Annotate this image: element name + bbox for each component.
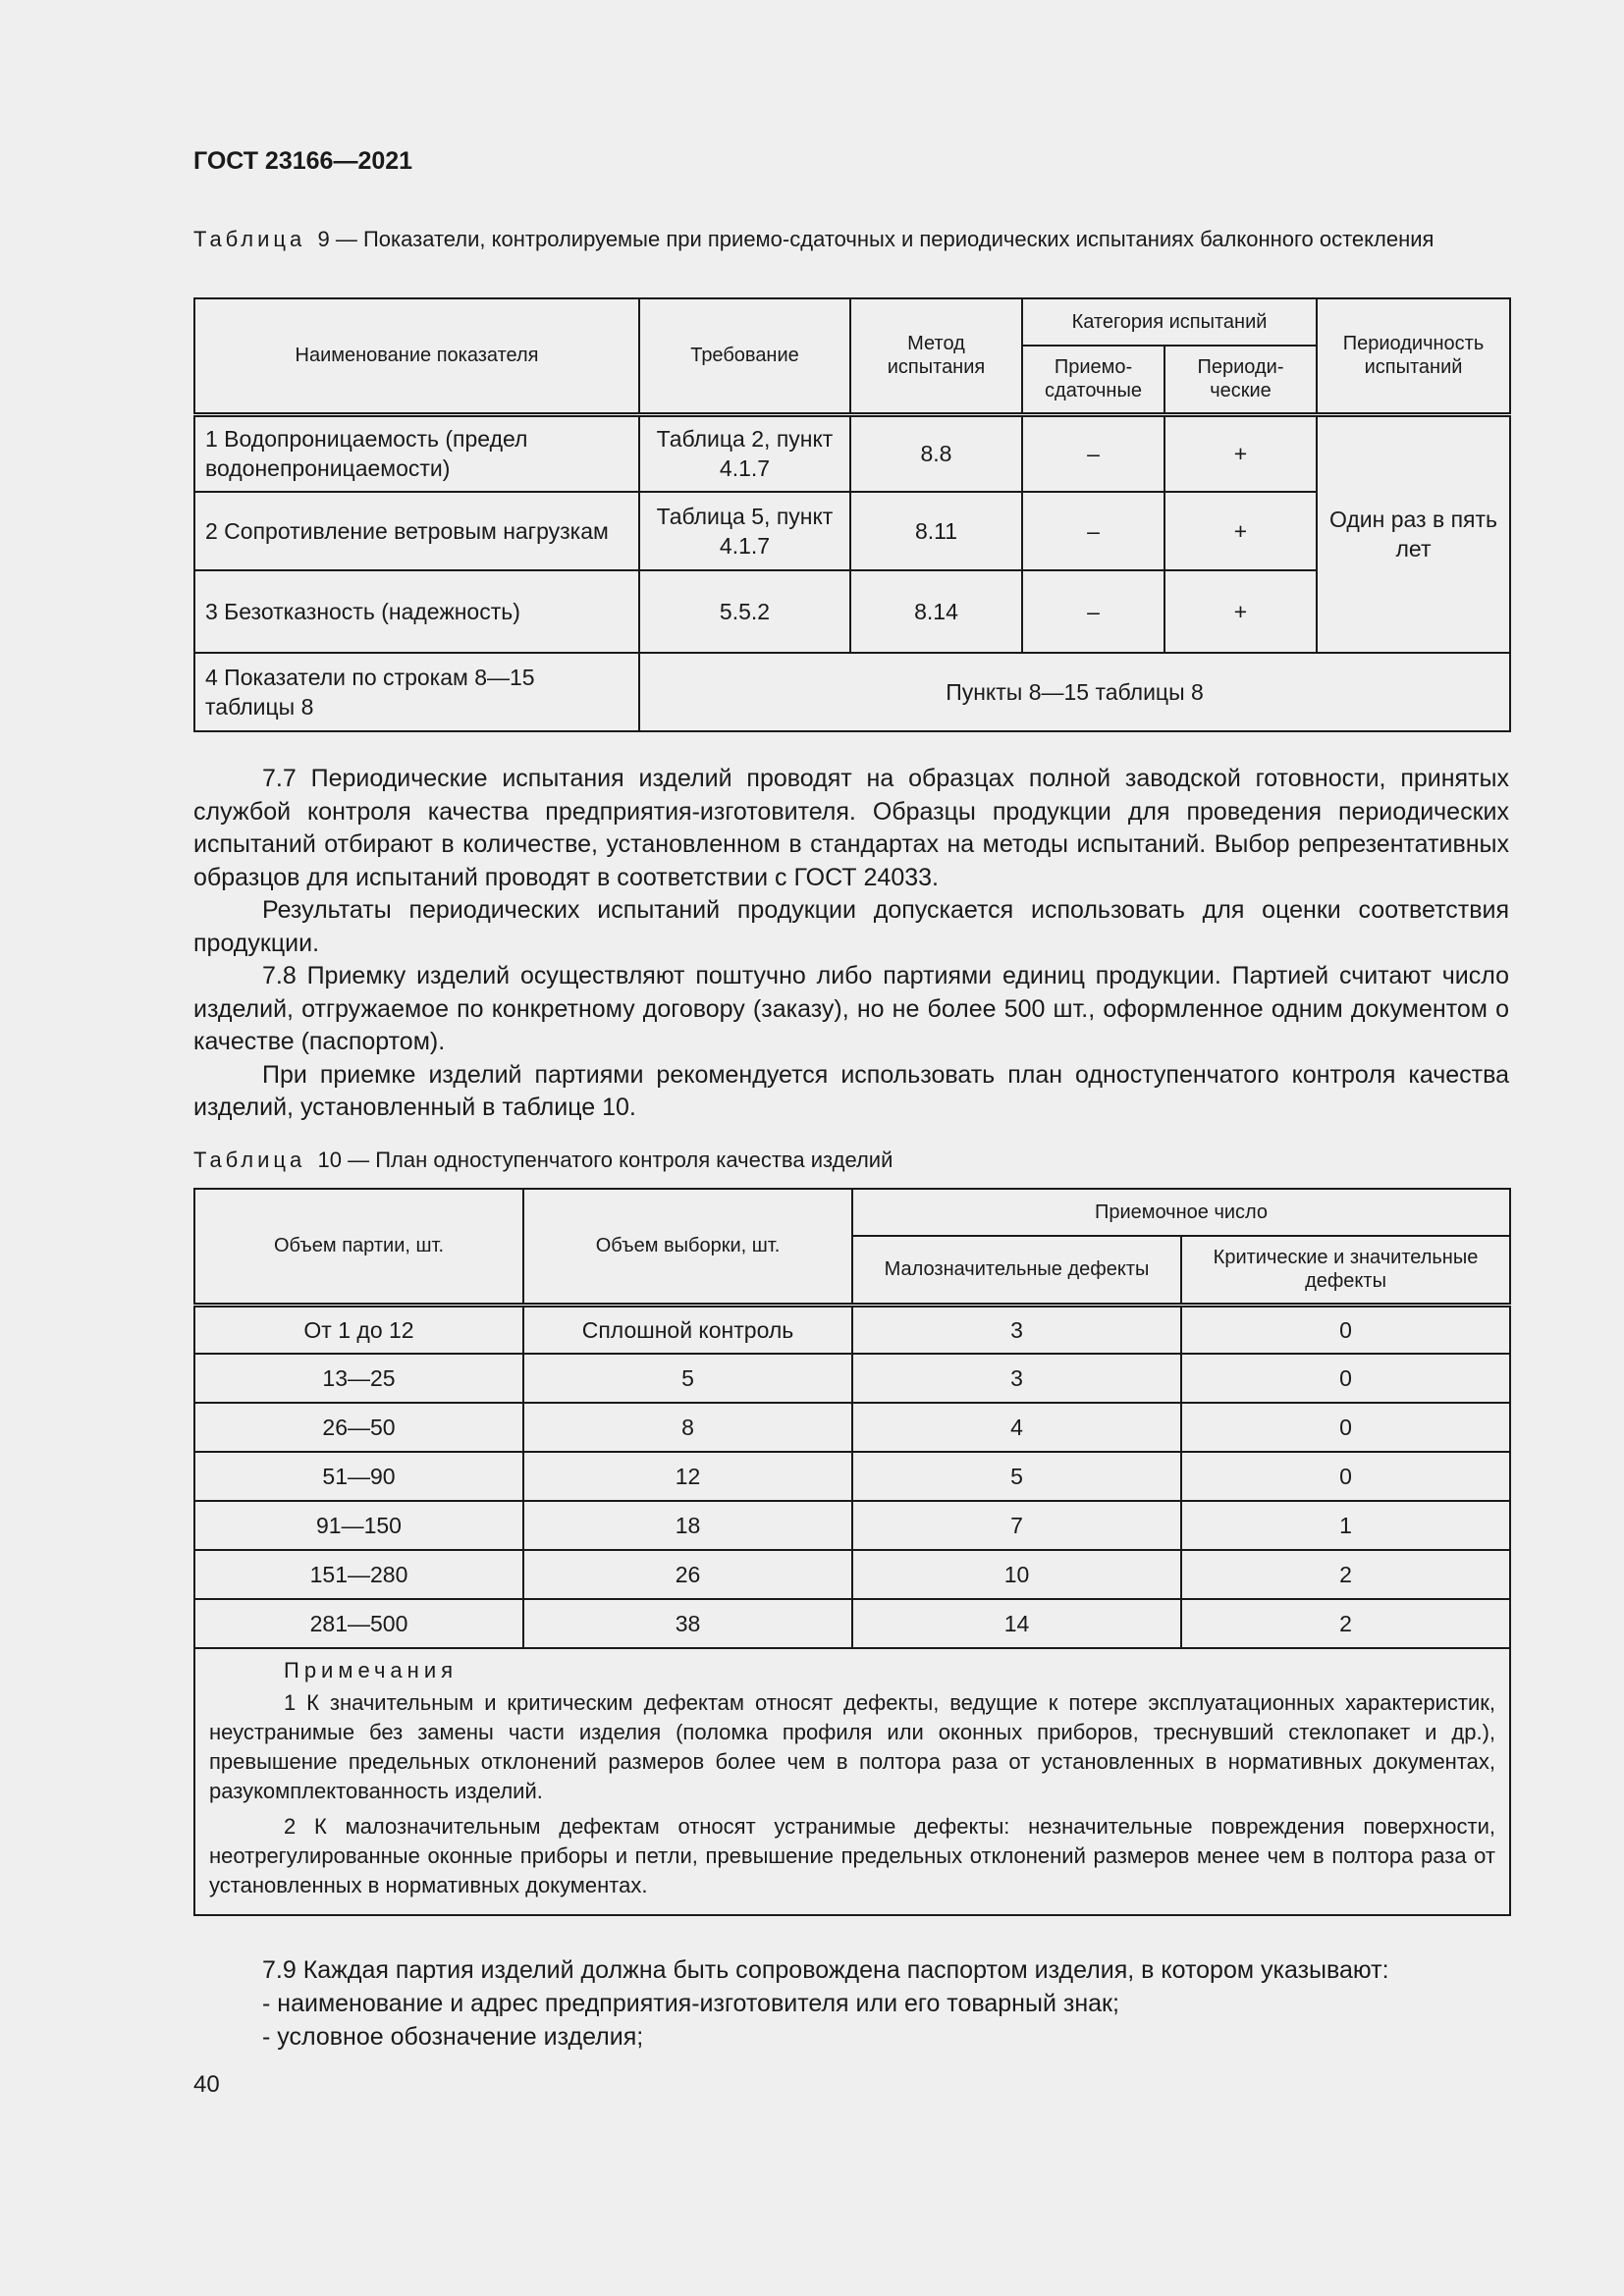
note-item: 2 К малозначительным дефектам относят устранимые дефекты: незначительные повреждения поверхности, неотрегулированные оконные приборы и петли, превышение предельных отклонений размеров менее чем в полтора раза от установленных в нормативных документах. bbox=[209, 1814, 1496, 1897]
document-header: ГОСТ 23166—2021 bbox=[193, 147, 413, 175]
paragraph: 7.7 Периодические испытания изделий проводят на образцах полной заводской готовности, принятых службой контроля качества предприятия-изготовителя. Образцы продукции для проведения периодических испытаний отбирают в количестве, установленном в стандартах на методы испытаний. Выбор репрезентативных образцов для испытаний проводят в соответствии с ГОСТ 24033. bbox=[193, 765, 1509, 891]
table-row: 4 Показатели по строкам 8—15 таблицы 8 Пункты 8—15 таблицы 8 bbox=[194, 653, 1510, 731]
page-number: 40 bbox=[193, 2071, 220, 2098]
t9-header-requirement: Требование bbox=[639, 298, 850, 414]
t9-header-category: Категория испытаний bbox=[1022, 298, 1317, 346]
table-row: От 1 до 12 Сплошной контроль 3 0 bbox=[194, 1305, 1510, 1354]
table10-caption-text: 10 — План одноступенчатого контроля качества изделий bbox=[317, 1148, 893, 1172]
table-row: 151—280 26 10 2 bbox=[194, 1550, 1510, 1599]
t9-header-method: Метод испытания bbox=[850, 298, 1022, 414]
table-row: 3 Безотказность (надежность) 5.5.2 8.14 – + bbox=[194, 570, 1510, 653]
table9-caption-text: 9 — Показатели, контролируемые при приемо-сдаточных и периодических испытаниях балконного остекления bbox=[317, 227, 1435, 251]
table-row: 51—90 12 5 0 bbox=[194, 1452, 1510, 1501]
t10-header-lot: Объем партии, шт. bbox=[194, 1189, 523, 1305]
body-text-7-9 bbox=[193, 1953, 1509, 2054]
t9-header-periodicity: Периодичность испытаний bbox=[1317, 298, 1510, 414]
list-item: - наименование и адрес предприятия-изготовителя или его товарный знак; bbox=[262, 1990, 1119, 2017]
t9-header-acceptance: Приемо-сдаточные bbox=[1022, 346, 1164, 414]
body-text-7-7-7-8 bbox=[193, 763, 1509, 1125]
t10-header-critical: Критические и значительные дефекты bbox=[1181, 1236, 1510, 1305]
paragraph: 7.9 Каждая партия изделий должна быть сопровождена паспортом изделия, в котором указывают: bbox=[262, 1956, 1389, 1984]
paragraph: Результаты периодических испытаний продукции допускается использовать для оценки соответствия продукции. bbox=[193, 896, 1509, 957]
table-9 bbox=[193, 297, 1511, 732]
table-row: 91—150 18 7 1 bbox=[194, 1501, 1510, 1550]
paragraph: 7.8 Приемку изделий осуществляют поштучно либо партиями единиц продукции. Партией считают число изделий, отгружаемое по конкретному договору (заказу), но не более 500 шт., оформленное одним документом о качестве (паспортом). bbox=[193, 962, 1509, 1055]
t9-header-periodic: Периоди-ческие bbox=[1164, 346, 1317, 414]
table-row: 13—25 5 3 0 bbox=[194, 1354, 1510, 1403]
table-10 bbox=[193, 1188, 1511, 1916]
table-row: 26—50 8 4 0 bbox=[194, 1403, 1510, 1452]
note-item: 1 К значительным и критическим дефектам относят дефекты, ведущие к потере эксплуатационных характеристик, неустранимые без замены части изделия (поломка профиля или оконных приборов, треснувший стеклопакет и др.), превышение предельных отклонений размеров более чем в полтора раза от установленных в нормативных документах, разукомплектованность изделий. bbox=[209, 1690, 1496, 1803]
table9-caption-prefix: Таблица bbox=[193, 227, 306, 251]
table10-caption-prefix: Таблица bbox=[193, 1148, 306, 1172]
table9-caption bbox=[193, 226, 1509, 253]
table10-notes bbox=[194, 1648, 1510, 1915]
t9-periodicity-value: Один раз в пять лет bbox=[1317, 414, 1510, 653]
t10-header-acceptance-number: Приемочное число bbox=[852, 1189, 1510, 1236]
t10-header-sample: Объем выборки, шт. bbox=[523, 1189, 852, 1305]
table-row: 1 Водопроницаемость (предел водонепроницаемости) Таблица 2, пункт 4.1.7 8.8 – + Один раз в пять лет bbox=[194, 414, 1510, 492]
paragraph: При приемке изделий партиями рекомендуется использовать план одноступенчатого контроля качества изделий, установленный в таблице 10. bbox=[193, 1060, 1509, 1121]
table-row: 2 Сопротивление ветровым нагрузкам Таблица 5, пункт 4.1.7 8.11 – + bbox=[194, 492, 1510, 570]
t10-header-minor: Малозначительные дефекты bbox=[852, 1236, 1181, 1305]
table-row: 281—500 38 14 2 bbox=[194, 1599, 1510, 1648]
notes-title: Примечания bbox=[284, 1658, 459, 1682]
list-item: - условное обозначение изделия; bbox=[262, 2023, 644, 2051]
table-notes-row bbox=[194, 1648, 1510, 1915]
t9-header-name: Наименование показателя bbox=[194, 298, 639, 414]
table10-caption bbox=[193, 1147, 1509, 1174]
